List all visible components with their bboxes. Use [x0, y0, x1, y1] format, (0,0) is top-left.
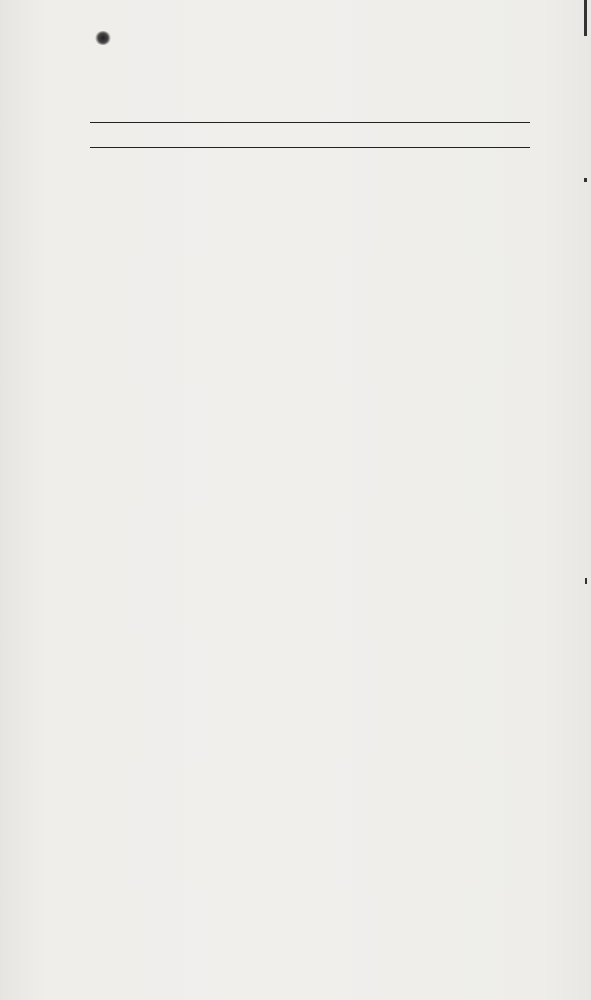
- ink-blot: [95, 31, 111, 45]
- page-edge-mark: [585, 578, 587, 584]
- header-rule: [90, 122, 530, 123]
- subheading-rule: [90, 147, 530, 148]
- page-edge-mark: [584, 178, 587, 182]
- running-header: [90, 90, 530, 116]
- page-edge-mark: [584, 0, 587, 36]
